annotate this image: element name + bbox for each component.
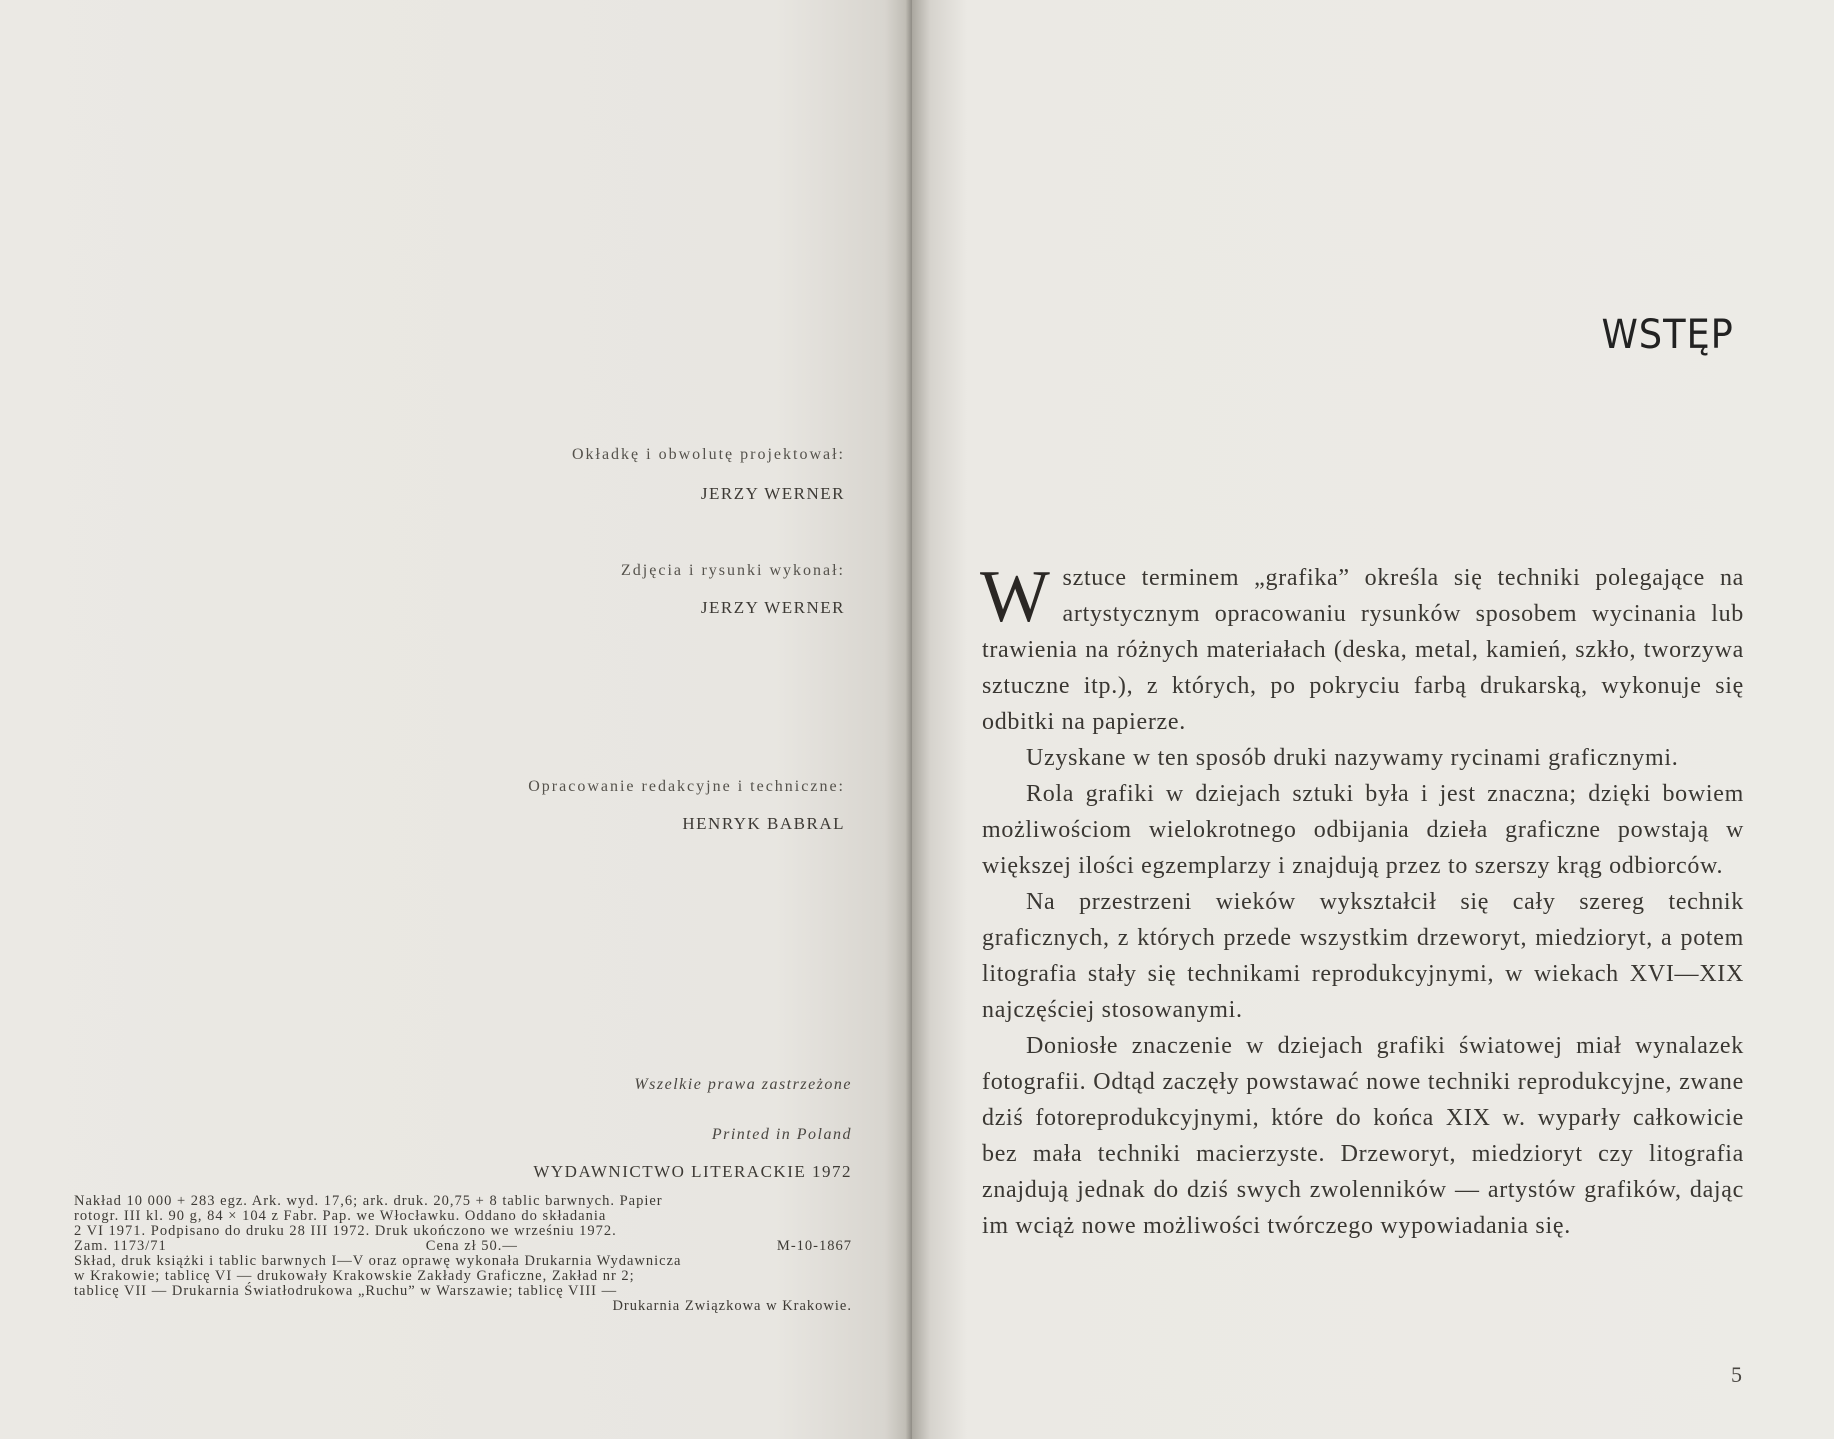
imprint-line	[74, 1284, 852, 1299]
imprint-text: 2 VI 1971. Podpisano do druku 28 III 1972. Druk ukończono we wrześniu 1972.	[74, 1223, 617, 1239]
credit-label-editorial: Opracowanie redakcyjne i techniczne:	[528, 778, 845, 795]
catalog-number: M-10-1867	[776, 1238, 852, 1254]
printed-in-poland: Printed in Poland	[711, 1126, 852, 1143]
imprint-line	[74, 1194, 852, 1209]
imprint-text: Drukarnia Związkowa w Krakowie.	[612, 1298, 852, 1314]
drop-cap: W	[980, 556, 1051, 638]
price: Cena zł 50.—	[425, 1238, 518, 1254]
paragraph: Uzyskane w ten sposób druki nazywamy rycinami graficznymi.	[1026, 745, 1679, 771]
credit-name-editorial: HENRYK BABRAL	[682, 814, 845, 833]
chapter-title: WSTĘP	[1601, 312, 1734, 358]
imprint-text: Skład, druk książki i tablic barwnych I—V oraz oprawę wykonała Drukarnia Wydawnicza	[74, 1253, 682, 1269]
credit-label-photos: Zdjęcia i rysunki wykonał:	[621, 562, 845, 579]
paragraph-text: sztuce terminem „grafika” określa się techniki polegające na artystycznym opracowaniu rysunków sposobem wycinania lub trawienia na różnych materiałach (deska, metal, kamień, szkło, tworzywa sztuczne itp.), z których, po pokryciu farbą drukarską, wykonuje się odbitki na papierze.	[982, 565, 1744, 735]
imprint-line	[74, 1299, 852, 1314]
paragraph	[980, 556, 1744, 740]
imprint-line	[74, 1254, 852, 1269]
imprint-text: Nakład 10 000 + 283 egz. Ark. wyd. 17,6; ark. druk. 20,75 + 8 tablic barwnych. Papier	[74, 1193, 663, 1209]
paragraph: Doniosłe znaczenie w dziejach grafiki światowej miał wynalazek fotografii. Odtąd zaczęły powstawać nowe techniki reprodukcyjne, zwane dziś fotoreprodukcyjnymi, które do końca XIX w. wyparły całkowicie bez mała techniki macierzyste. Drzeworyt, miedzioryt czy litografia znajdują jednak do dziś swych zwolenników — artystów grafików, dając im wciąż nowe możliwości twórczego wypowiadania się.	[982, 1033, 1744, 1239]
body-text	[980, 556, 1744, 1244]
credit-label-cover: Okładkę i obwolutę projektował:	[571, 446, 845, 463]
paragraph: Rola grafiki w dziejach sztuki była i jest znaczna; dzięki bowiem możliwościom wielokrotnego odbijania dzieła graficzne powstają w większej ilości egzemplarzy i znajdują przez to szerszy krąg odbiorców.	[982, 781, 1744, 879]
imprint-line	[74, 1239, 852, 1254]
imprint-line	[74, 1209, 852, 1224]
paragraph: Na przestrzeni wieków wykształcił się cały szereg technik graficznych, z których przede wszystkim drzeworyt, miedzioryt, a potem litografia stały się technikami reprodukcyjnymi, w wiekach XVI—XIX najczęściej stosowanymi.	[982, 889, 1744, 1023]
publisher-line: WYDAWNICTWO LITERACKIE 1972	[533, 1162, 852, 1181]
imprint-line	[74, 1269, 852, 1284]
rights-reserved: Wszelkie prawa zastrzeżone	[634, 1076, 852, 1093]
imprint-text: w Krakowie; tablicę VI — drukowały Krakowskie Zakłady Graficzne, Zakład nr 2;	[74, 1268, 635, 1284]
left-page	[0, 0, 912, 1439]
credit-name-photos: JERZY WERNER	[700, 598, 845, 617]
imprint-text: rotogr. III kl. 90 g, 84 × 104 z Fabr. Pap. we Włocławku. Oddano do składania	[74, 1208, 607, 1224]
order-number: Zam. 1173/71	[74, 1238, 167, 1254]
credit-name-cover: JERZY WERNER	[700, 484, 845, 503]
imprint-block	[74, 1194, 852, 1314]
imprint-text: tablicę VII — Drukarnia Światłodrukowa „Ruchu” w Warszawie; tablicę VIII —	[74, 1283, 618, 1299]
imprint-line	[74, 1224, 852, 1239]
page-number: 5	[1731, 1362, 1742, 1387]
